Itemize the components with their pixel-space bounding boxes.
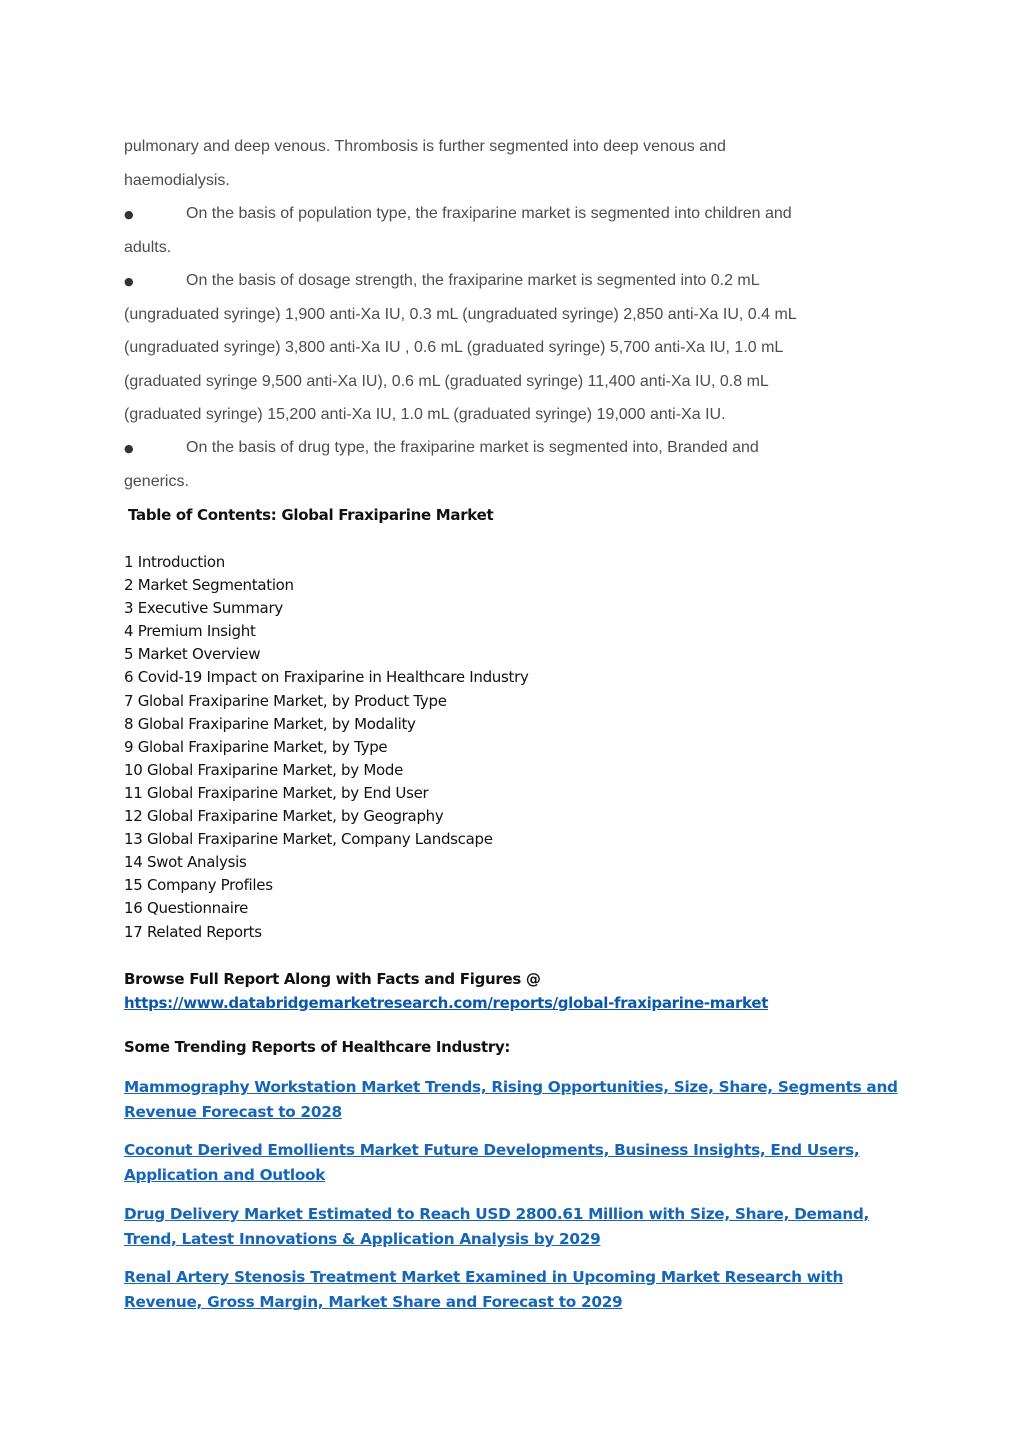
bullet-drug-type-cont: generics. [124, 473, 189, 490]
toc-item: 17 Related Reports [124, 922, 262, 941]
toc-item: 8 Global Fraxiparine Market, by Modality [124, 714, 416, 733]
toc-item: 15 Company Profiles [124, 876, 273, 895]
bullet-dosage-strength-cont-1: (ungraduated syringe) 1,900 anti-Xa IU, 0.3 mL (ungraduated syringe) 2,850 anti-Xa IU, 0.4 mL [124, 306, 797, 323]
trending-reports-title: Some Trending Reports of Healthcare Industry: [124, 1038, 511, 1056]
bullet-population-type: On the basis of population type, the fraxiparine market is segmented into children and [186, 205, 792, 222]
toc-title: Table of Contents: Global Fraxiparine Market [128, 506, 494, 524]
toc-item: 16 Questionnaire [124, 899, 249, 918]
bullet-icon: ● [124, 275, 134, 288]
bullet-icon: ● [124, 442, 134, 455]
toc-item: 12 Global Fraxiparine Market, by Geography [124, 807, 444, 826]
toc-item: 3 Executive Summary [124, 599, 283, 618]
bullet-dosage-strength-cont-4: (graduated syringe) 15,200 anti-Xa IU, 1.0 mL (graduated syringe) 19,000 anti-Xa IU. [124, 406, 726, 423]
browse-report-label: Browse Full Report Along with Facts and Figures @ [124, 970, 541, 988]
full-report-link[interactable]: https://www.databridgemarketresearch.com/reports/global-fraxiparine-market [124, 993, 769, 1012]
trending-report-link[interactable]: Coconut Derived Emollients Market Future Developments, Business Insights, End Users, Application and Outlook [124, 1141, 860, 1185]
toc-item: 2 Market Segmentation [124, 576, 294, 595]
bullet-dosage-strength-cont-3: (graduated syringe 9,500 anti-Xa IU), 0.6 mL (graduated syringe) 11,400 anti-Xa IU, 0.8 mL [124, 373, 769, 390]
trending-report-link[interactable]: Renal Artery Stenosis Treatment Market Examined in Upcoming Market Research with Revenue, Gross Margin, Market Share and Forecast to 2029 [124, 1268, 844, 1312]
browse-report-block [124, 968, 768, 1015]
trending-report-link[interactable]: Drug Delivery Market Estimated to Reach USD 2800.61 Million with Size, Share, Demand, Trend, Latest Innovations & Application Analysis by 2029 [124, 1205, 869, 1249]
intro-line-1: pulmonary and deep venous. Thrombosis is further segmented into deep venous and [124, 138, 726, 155]
bullet-icon: ● [124, 208, 134, 221]
toc-item: 6 Covid-19 Impact on Fraxiparine in Healthcare Industry [124, 668, 529, 687]
toc-item: 1 Introduction [124, 553, 225, 571]
trending-report-link[interactable]: Mammography Workstation Market Trends, Rising Opportunities, Size, Share, Segments and Revenue Forecast to 2028 [124, 1078, 898, 1122]
bullet-dosage-strength: On the basis of dosage strength, the fraxiparine market is segmented into 0.2 mL [186, 272, 760, 289]
toc-item: 11 Global Fraxiparine Market, by End User [124, 783, 429, 802]
toc-item: 14 Swot Analysis [124, 853, 247, 872]
bullet-drug-type: On the basis of drug type, the fraxiparine market is segmented into, Branded and [186, 439, 759, 456]
toc-list [124, 551, 529, 944]
toc-item: 5 Market Overview [124, 645, 261, 664]
toc-item: 4 Premium Insight [124, 622, 256, 641]
toc-item: 9 Global Fraxiparine Market, by Type [124, 737, 388, 756]
toc-item: 13 Global Fraxiparine Market, Company Landscape [124, 830, 493, 849]
toc-item: 10 Global Fraxiparine Market, by Mode [124, 760, 403, 779]
bullet-dosage-strength-cont-2: (ungraduated syringe) 3,800 anti-Xa IU , 0.6 mL (graduated syringe) 5,700 anti-Xa IU, 1.0 mL [124, 339, 784, 356]
intro-line-2: haemodialysis. [124, 172, 230, 189]
bullet-population-type-cont: adults. [124, 239, 172, 256]
toc-item: 7 Global Fraxiparine Market, by Product Type [124, 691, 447, 710]
